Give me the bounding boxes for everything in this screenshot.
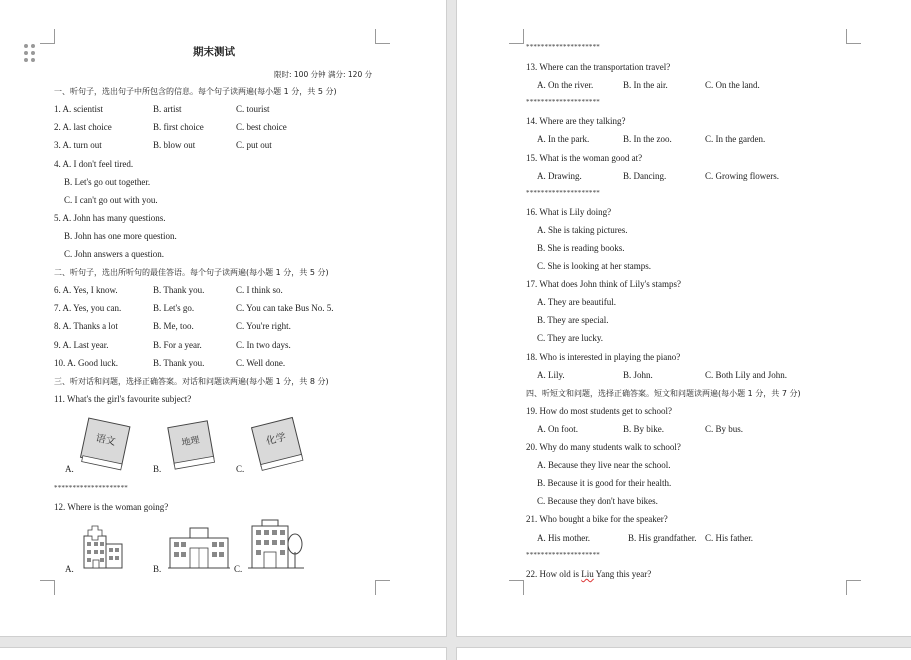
document-page-1: [0, 0, 446, 636]
option: C. best choice: [236, 122, 287, 132]
option: C. In two days.: [236, 340, 291, 350]
option: 5. A. John has many questions.: [54, 213, 166, 223]
option: 2. A. last choice: [54, 122, 112, 132]
option: B. For a year.: [153, 340, 202, 350]
option: C. By bus.: [705, 424, 744, 434]
option: B. first choice: [153, 122, 204, 132]
option-label: B.: [153, 464, 162, 474]
book-label: 地理: [180, 435, 201, 449]
crop-mark: [509, 29, 524, 44]
section-heading: 三、听对话和问题，选择正确答案。对话和问题读两遍(每小题 1 分，共 8 分): [54, 377, 329, 386]
option: B. artist: [153, 104, 182, 114]
option: B. Let's go.: [153, 303, 195, 313]
option: C. I can't go out with you.: [64, 195, 158, 205]
question-text: 11. What's the girl's favourite subject?: [54, 394, 192, 404]
option: B. John.: [623, 370, 653, 380]
option: B. She is reading books.: [537, 243, 625, 253]
option: 9. A. Last year.: [54, 340, 109, 350]
option: A. Drawing.: [537, 171, 582, 181]
option: 7. A. Yes, you can.: [54, 303, 122, 313]
option-label: C.: [234, 564, 243, 574]
option: B. By bike.: [623, 424, 665, 434]
option: A. On foot.: [537, 424, 578, 434]
question-text: 21. Who bought a bike for the speaker?: [526, 514, 668, 524]
section-heading: 一、听句子，选出句子中所包含的信息。每个句子读两遍(每小题 1 分，共 5 分): [54, 87, 337, 96]
question-text: 13. Where can the transportation travel?: [526, 62, 671, 72]
separator-stars: ********************: [526, 551, 600, 559]
crop-mark: [40, 29, 55, 44]
option: B. John has one more question.: [64, 231, 177, 241]
option: B. Because it is good for their health.: [537, 478, 672, 488]
option: A. Because they live near the school.: [537, 460, 671, 470]
option: B. blow out: [153, 140, 196, 150]
hospital-building-icon: [80, 522, 126, 570]
option: B. Dancing.: [623, 171, 667, 181]
option: B. Me, too.: [153, 321, 194, 331]
spelling-error-word[interactable]: Liu: [581, 569, 594, 579]
crop-mark: [375, 29, 390, 44]
crop-mark: [375, 580, 390, 595]
question-text: 20. Why do many students walk to school?: [526, 442, 681, 452]
question-text: 12. Where is the woman going?: [54, 502, 169, 512]
option: A. Lily.: [537, 370, 565, 380]
separator-stars: ********************: [526, 189, 600, 197]
option: B. Thank you.: [153, 285, 205, 295]
crop-mark: [40, 580, 55, 595]
book-label: 化学: [265, 431, 288, 448]
option: A. She is taking pictures.: [537, 225, 628, 235]
question-text: [526, 569, 651, 580]
option: B. Let's go out together.: [64, 177, 151, 187]
option: C. Both Lily and John.: [705, 370, 788, 380]
book-chemistry-icon: [248, 414, 306, 472]
separator-stars: ********************: [54, 484, 128, 492]
separator-stars: ********************: [526, 98, 600, 106]
exam-meta: 限时: 100 分钟 满分: 120 分: [274, 70, 373, 79]
option-label: A.: [65, 564, 74, 574]
option-label: B.: [153, 564, 162, 574]
crop-mark: [846, 580, 861, 595]
option: 3. A. turn out: [54, 140, 102, 150]
library-building-icon: [168, 526, 230, 570]
option: B. In the zoo.: [623, 134, 672, 144]
option: A. On the river.: [537, 80, 594, 90]
option: C. Growing flowers.: [705, 171, 779, 181]
document-page-2: [457, 0, 911, 636]
option: B. In the air.: [623, 80, 668, 90]
option-label: C.: [236, 464, 245, 474]
next-page-1: [0, 648, 446, 660]
option: C. In the garden.: [705, 134, 766, 144]
book-label: 语文: [94, 433, 117, 449]
option: C. They are lucky.: [537, 333, 603, 343]
option: A. His mother.: [537, 533, 590, 543]
question-text: 15. What is the woman good at?: [526, 153, 643, 163]
option: B. His grandfather.: [628, 533, 697, 543]
question-text: 16. What is Lily doing?: [526, 207, 612, 217]
option: 1. A. scientist: [54, 104, 103, 114]
option-label: A.: [65, 464, 74, 474]
section-heading: 四、听短文和问题，选择正确答案。短文和问题读两遍(每小题 1 分，共 7 分): [526, 389, 801, 398]
option: C. You're right.: [236, 321, 291, 331]
crop-mark: [846, 29, 861, 44]
book-geography-icon: [163, 416, 219, 472]
question-text-start: 22. How old is: [526, 569, 582, 579]
section-heading: 二、听句子，选出所听句的最佳答语。每个句子读两遍(每小题 1 分，共 5 分): [54, 268, 329, 277]
question-text: 18. Who is interested in playing the piano?: [526, 352, 681, 362]
option: C. tourist: [236, 104, 270, 114]
option: C. Well done.: [236, 358, 286, 368]
question-text: 14. Where are they talking?: [526, 116, 626, 126]
drag-handle-icon[interactable]: [24, 44, 35, 62]
option: C. I think so.: [236, 285, 283, 295]
option: C. You can take Bus No. 5.: [236, 303, 334, 313]
option: C. She is looking at her stamps.: [537, 261, 651, 271]
hospital-with-tree-icon: [248, 518, 304, 570]
option: A. They are beautiful.: [537, 297, 617, 307]
option: C. Because they don't have bikes.: [537, 496, 658, 506]
option: C. His father.: [705, 533, 753, 543]
book-chinese-icon: [76, 414, 134, 472]
question-text: 17. What does John think of Lily's stamps?: [526, 279, 681, 289]
option: 6. A. Yes, I know.: [54, 285, 118, 295]
crop-mark: [509, 580, 524, 595]
page-title: 期末测试: [193, 46, 235, 58]
option: A. In the park.: [537, 134, 590, 144]
separator-stars: ********************: [526, 43, 600, 51]
option: C. put out: [236, 140, 272, 150]
option: 10. A. Good luck.: [54, 358, 118, 368]
option: B. Thank you.: [153, 358, 205, 368]
option: C. John answers a question.: [64, 249, 164, 259]
option: 8. A. Thanks a lot: [54, 321, 118, 331]
option: 4. A. I don't feel tired.: [54, 159, 134, 169]
next-page-2: [457, 648, 911, 660]
option: B. They are special.: [537, 315, 609, 325]
question-text: 19. How do most students get to school?: [526, 406, 672, 416]
option: C. On the land.: [705, 80, 760, 90]
question-text-end: Yang this year?: [593, 569, 652, 579]
